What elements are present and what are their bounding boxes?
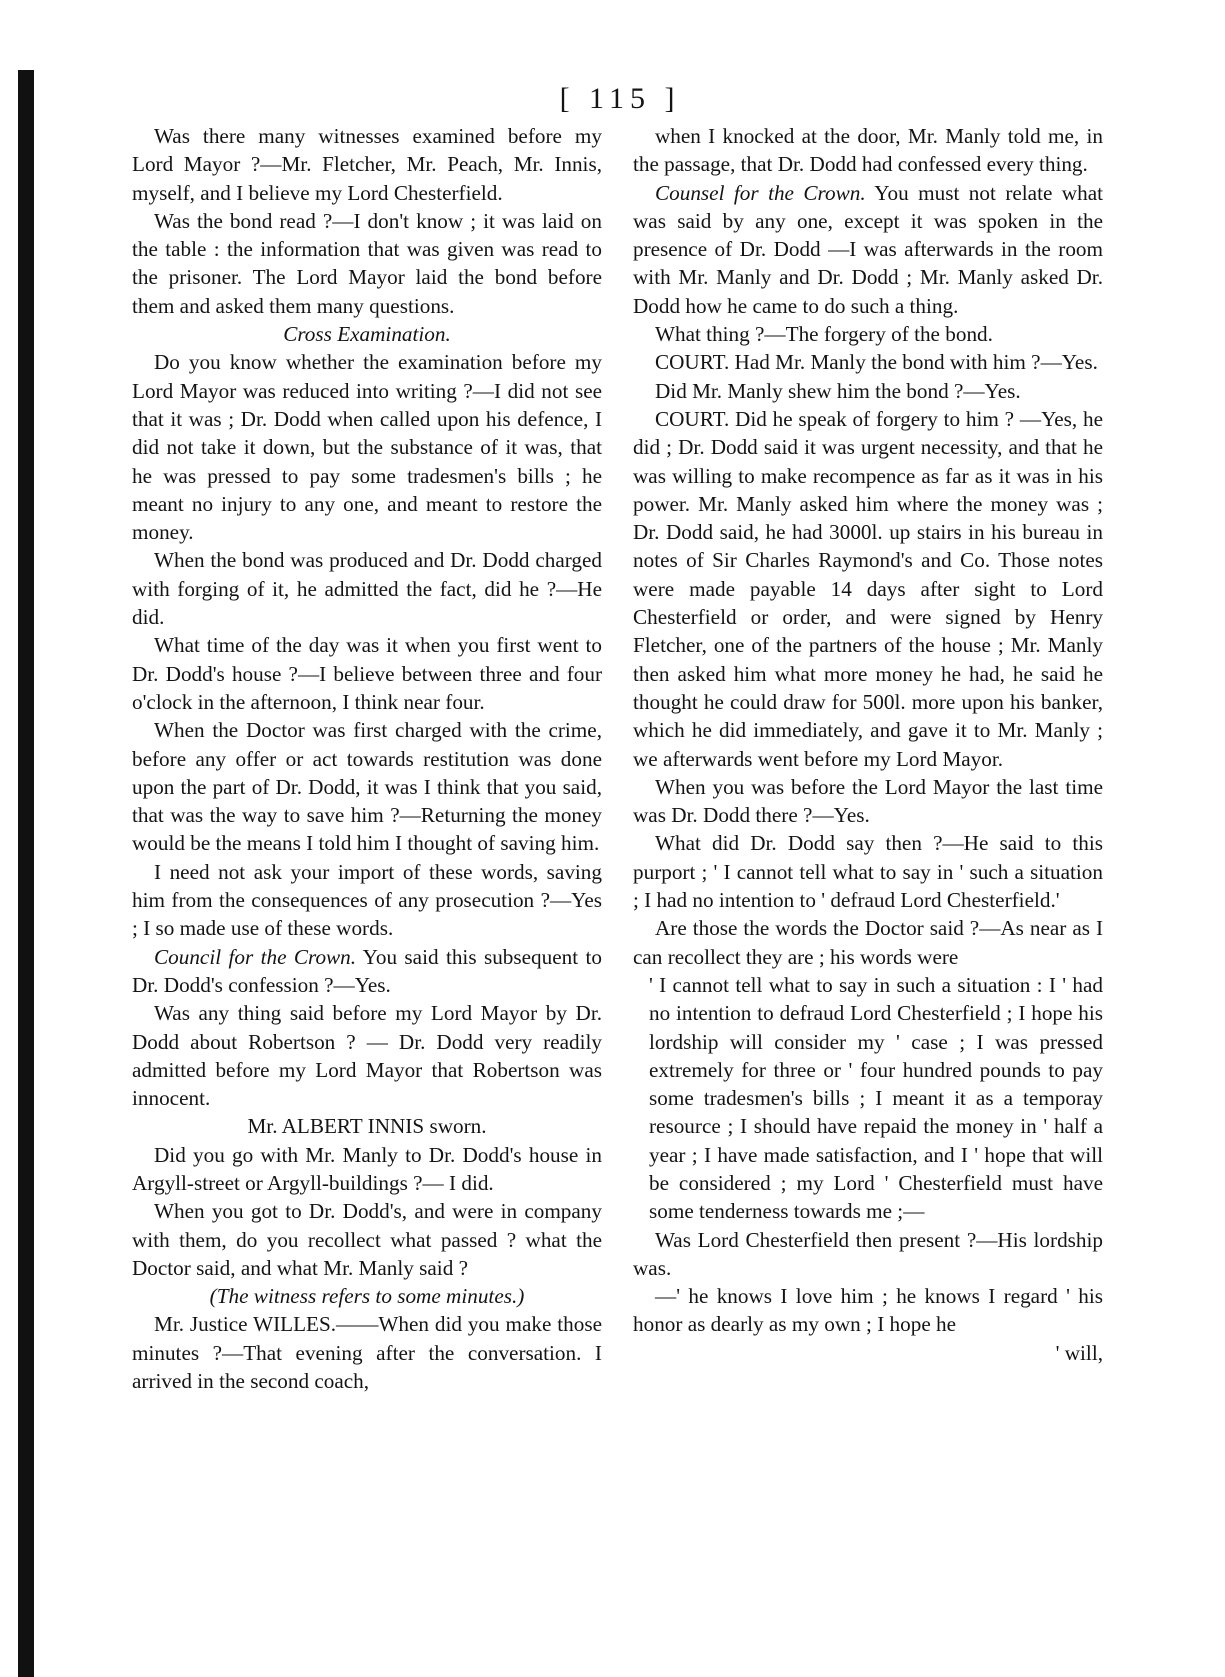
paragraph-text: (The witness refers to some minutes.) [209, 1284, 525, 1309]
paragraph-text: You must not relate what was said by any one, except it was spoken in the presence of Dr. Dodd —I was afterwards in the room with Mr. Manly and Dr. Dodd ; Mr. Manly asked Dr. Dodd how he came to do such a thing. [633, 180, 1103, 318]
paragraph-text: What did Dr. Dodd say then ?—He said to this purport ; ' I cannot tell what to say in ' such a situation ; I had no intention to ' defraud Lord Chesterfield.' [633, 831, 1103, 913]
binding-shadow [18, 70, 34, 1677]
paragraph-text: COURT. Did he speak of forgery to him ? —Yes, he did ; Dr. Dodd said it was urgent necessity, and that he was willing to make recompence as far as it was in his power. Mr. Manly asked him where the money was ; Dr. Dodd said, he had 3000l. up stairs in his bureau in notes of Sir Charles Raymond's and Co. Those notes were made payable 14 days after sight to Lord Chesterfield or order, and were signed by Henry Fletcher, one of the partners of the house ; Mr. Manly then asked him what more money he had, he said he thought he could draw for 500l. more upon his banker, which he did immediately, and gave it to Mr. Manly ; we afterwards went before my Lord Mayor. [633, 406, 1103, 771]
paragraph [633, 320, 1103, 348]
paragraph [132, 1282, 602, 1310]
paragraph [633, 914, 1103, 971]
paragraph-text: I need not ask your import of these words, saving him from the consequences of any prosecution ?—Yes ; I so made use of these words. [132, 859, 602, 941]
paragraph [132, 348, 602, 546]
paragraph [633, 971, 1103, 1226]
paragraph-text: What thing ?—The forgery of the bond. [655, 322, 993, 347]
paragraph-text: When you got to Dr. Dodd's, and were in company with them, do you recollect what passed ? what the Doctor said, and what Mr. Manly said ? [132, 1199, 602, 1280]
paragraph-text: ' I cannot tell what to say in such a situation : I ' had no intention to defraud Lord Chesterfield ; I hope his lordship will consider my ' case ; I was pressed extremely for three or ' four hundred pounds to pay some tradesmen's bills ; I meant it as a temporay resource ; I should have repaid the money in ' half a year ; I have made satisfaction, and I ' hope that will be considered ; my Lord ' Chesterfield must have some tenderness towards me ;— [649, 972, 1103, 1224]
paragraph [132, 858, 602, 943]
paragraph-text: What time of the day was it when you first went to Dr. Dodd's house ?—I believe between three and four o'clock in the afternoon, I think near four. [132, 633, 602, 714]
paragraph-text: When the bond was produced and Dr. Dodd charged with forging of it, he admitted the fact, did he ?—He did. [132, 548, 602, 630]
paragraph [633, 377, 1103, 405]
paragraph [132, 1141, 602, 1198]
paragraph-text: You said this subsequent to Dr. Dodd's confession ?—Yes. [132, 944, 602, 997]
paragraph [132, 631, 602, 716]
paragraph [633, 1282, 1103, 1339]
paragraph [132, 1310, 602, 1395]
right-column [633, 122, 1103, 1367]
paragraph-text: When you was before the Lord Mayor the last time was Dr. Dodd there ?—Yes. [633, 774, 1103, 828]
paragraph [132, 716, 602, 857]
paragraph-text: Cross Examination. [283, 322, 451, 347]
paragraph-text: When the Doctor was first charged with the crime, before any offer or act towards restitution was done upon the part of Dr. Dodd, it was I think that you said, that was the way to save him ?—Returning the money would be the means I told him I thought of saving him. [132, 718, 602, 856]
paragraph [633, 405, 1103, 773]
paragraph [633, 773, 1103, 830]
paragraph-text: Mr. Justice WILLES.——When did you make those minutes ?—That evening after the conversation. I arrived in the second coach, [132, 1312, 602, 1394]
paragraph [633, 829, 1103, 914]
paragraph [132, 546, 602, 631]
paragraph [633, 1339, 1103, 1367]
paragraph-text: Was there many witnesses examined before my Lord Mayor ?—Mr. Fletcher, Mr. Peach, Mr. Innis, myself, and I believe my Lord Chesterfield. [132, 124, 602, 205]
paragraph-text: Are those the words the Doctor said ?—As near as I can recollect they are ; his words were [633, 916, 1103, 969]
paragraph [132, 122, 602, 207]
paragraph [633, 1226, 1103, 1283]
paragraph-text: Did Mr. Manly shew him the bond ?—Yes. [655, 378, 1021, 403]
speaker-label: Council for the Crown. [154, 944, 357, 969]
paragraph-text: Do you know whether the examination before my Lord Mayor was reduced into writing ?—I did not see that it was ; Dr. Dodd when called upon his defence, I did not take it down, but the substance of it was, that he was pressed to pay some tradesmen's bills ; he meant no injury to any one, and meant to restore the money. [132, 350, 602, 545]
paragraph [132, 207, 602, 320]
paragraph-text: ' will, [1055, 1340, 1103, 1365]
speaker-label: Counsel for the Crown. [655, 180, 866, 205]
paragraph [132, 1197, 602, 1282]
paragraph-text: —' he knows I love him ; he knows I regard ' his honor as dearly as my own ; I hope he [633, 1284, 1103, 1337]
paragraph [132, 999, 602, 1112]
paragraph-text: Was the bond read ?—I don't know ; it was laid on the table : the information that was given was read to the prisoner. The Lord Mayor laid the bond before them and asked them many questions. [132, 208, 602, 318]
paragraph-text: Did you go with Mr. Manly to Dr. Dodd's house in Argyll-street or Argyll-buildings ?— I did. [132, 1142, 602, 1195]
paragraph-text: COURT. Had Mr. Manly the bond with him ?—Yes. [655, 350, 1098, 375]
paragraph [633, 348, 1103, 376]
paragraph-text: Was Lord Chesterfield then present ?—His lordship was. [633, 1227, 1103, 1280]
paragraph [633, 179, 1103, 320]
left-column [132, 122, 602, 1395]
paragraph-text: when I knocked at the door, Mr. Manly told me, in the passage, that Dr. Dodd had confessed every thing. [633, 124, 1103, 177]
paragraph [132, 320, 602, 348]
paragraph-text: Was any thing said before my Lord Mayor by Dr. Dodd about Robertson ? — Dr. Dodd very readily admitted before my Lord Mayor that Robertson was innocent. [132, 1001, 602, 1111]
paragraph [132, 943, 602, 1000]
paragraph-text: Mr. ALBERT INNIS sworn. [247, 1114, 487, 1139]
paragraph [633, 122, 1103, 179]
paragraph [132, 1112, 602, 1140]
page-number: [ 115 ] [559, 82, 681, 115]
